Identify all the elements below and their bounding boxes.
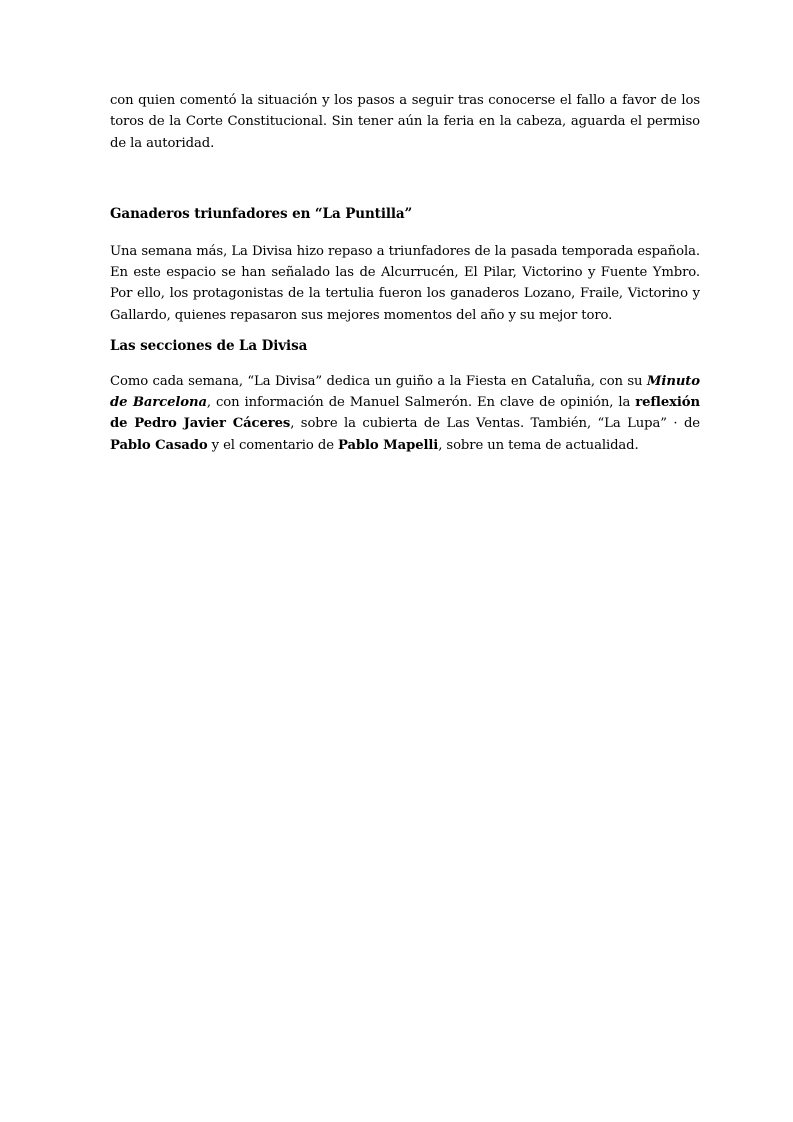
puntilla-paragraph: Una semana más, La Divisa hizo repaso a triunfadores de la pasada temporada española. En este espacio se han señalado las de Alcurrucén, El Pilar, Victorino y Fuente Ymbro. Por ello, los protagonistas de la tertulia fueron los ganaderos Lozano, Fraile, Victorino y Gallardo, quienes repasaron sus mejores momentos del año y su mejor toro.: [110, 243, 700, 323]
secciones-text-1: Como cada semana, “La Divisa” dedica un guiño a la Fiesta en Cataluña, con su: [110, 373, 647, 389]
pablo-casado-text: Pablo Casado: [110, 437, 208, 453]
minuto-barcelona-text: Minuto de Barcelona: [110, 373, 700, 411]
secciones-text-4: y el comentario de: [207, 437, 338, 453]
secciones-paragraph: [110, 371, 700, 457]
secciones-text-3: , sobre la cubierta de Las Ventas. También, “La Lupa” · de: [290, 416, 700, 432]
heading-secciones-divisa: Las secciones de La Divisa: [110, 338, 308, 355]
intro-paragraph: con quien comentó la situación y los pasos a seguir tras conocerse el fallo a favor de los toros de la Corte Constitucional. Sin tener aún la feria en la cabeza, aguarda el permiso de la autoridad.: [110, 93, 700, 151]
secciones-text-2: , con información de Manuel Salmerón. En clave de opinión, la: [206, 395, 636, 411]
heading-ganaderos-puntilla: Ganaderos triunfadores en “La Puntilla”: [110, 206, 413, 223]
secciones-text-5: , sobre un tema de actualidad.: [438, 437, 639, 453]
document-page: [110, 90, 700, 456]
pablo-mapelli-text: Pablo Mapelli: [338, 437, 439, 453]
reflexion-caceres-text: reflexión de Pedro Javier Cáceres: [110, 395, 700, 432]
